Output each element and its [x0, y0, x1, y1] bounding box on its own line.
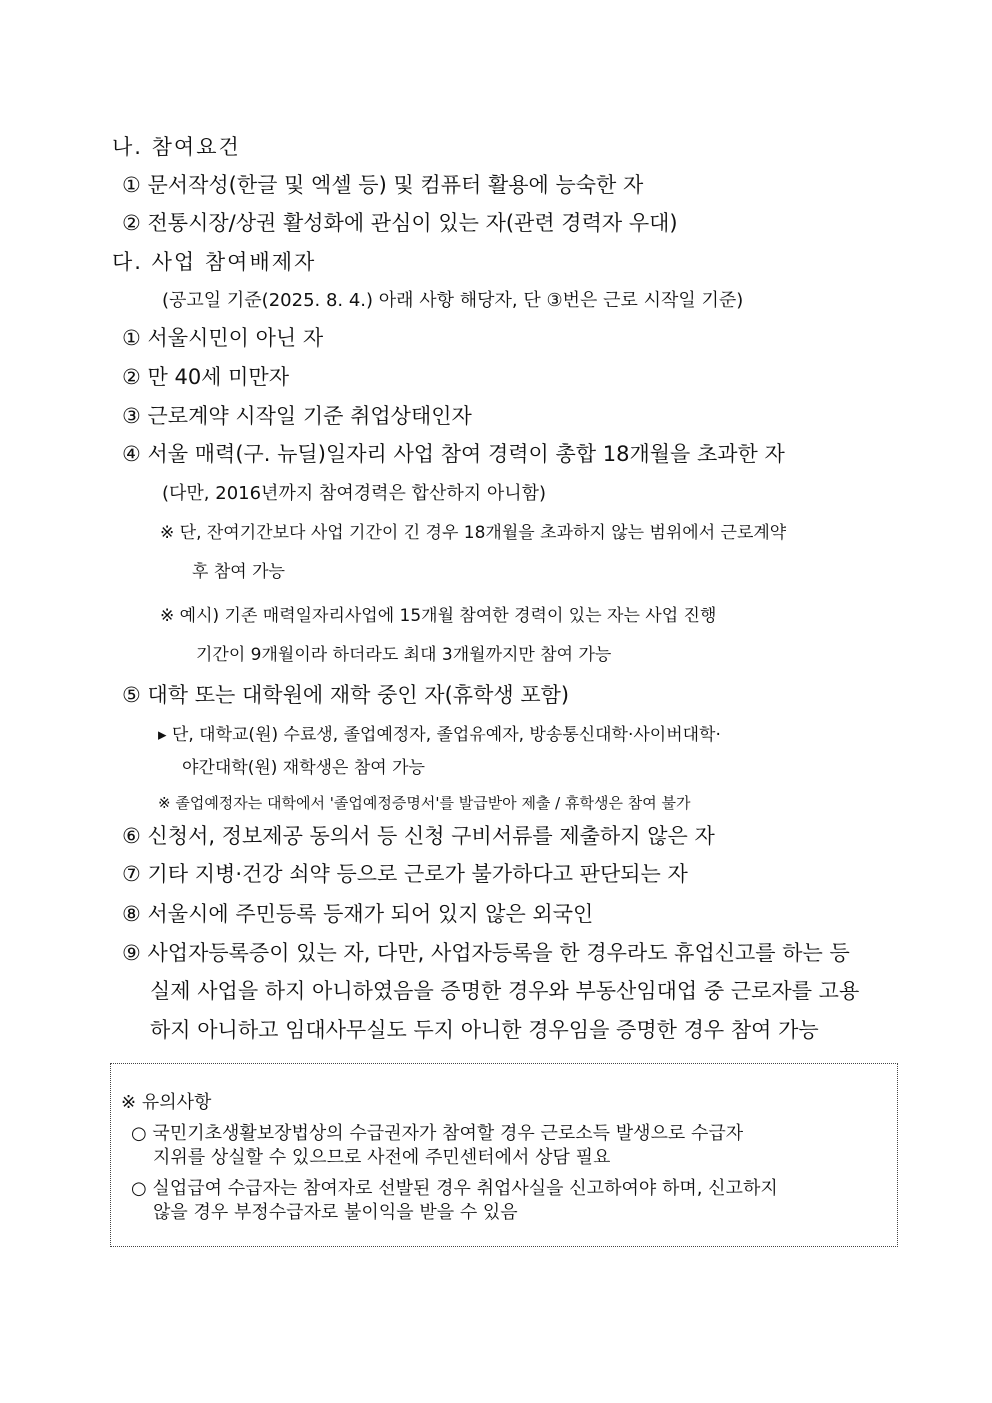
exclusion-item-7: ⑦ 기타 지병·건강 쇠약 등으로 근로가 불가하다고 판단되는 자	[122, 862, 688, 886]
section-da-heading: 다. 사업 참여배제자	[112, 250, 317, 274]
requirement-item-1: ① 문서작성(한글 및 엑셀 등) 및 컴퓨터 활용에 능숙한 자	[122, 173, 644, 197]
exclusion-item-4-note-2-cont: 기간이 9개월이라 하더라도 최대 3개월까지만 참여 가능	[196, 645, 612, 665]
exclusion-item-3: ③ 근로계약 시작일 기준 취업상태인자	[122, 404, 472, 428]
exclusion-item-6: ⑥ 신청서, 정보제공 동의서 등 신청 구비서류를 제출하지 않은 자	[122, 824, 715, 848]
exclusion-item-4-note-1-cont: 후 참여 가능	[192, 562, 285, 582]
exclusion-item-4-note-1: ※ 단, 잔여기간보다 사업 기간이 긴 경우 18개월을 초과하지 않는 범위에서 근로계약	[160, 523, 787, 543]
exclusion-item-5: ⑤ 대학 또는 대학원에 재학 중인 자(휴학생 포함)	[122, 683, 570, 707]
notice-bullet-1-cont: 지위를 상실할 수 있으므로 사전에 주민센터에서 상담 필요	[153, 1147, 611, 1168]
notice-bullet-2: ○ 실업급여 수급자는 참여자로 선발된 경우 취업사실을 신고하여야 하며, 신고하지	[131, 1178, 778, 1199]
section-na-heading: 나. 참여요건	[112, 135, 241, 159]
exclusion-item-4-sub: (다만, 2016년까지 참여경력은 합산하지 아니함)	[162, 483, 547, 504]
exclusion-item-9-cont-1: 실제 사업을 하지 아니하였음을 증명한 경우와 부동산임대업 중 근로자를 고용	[150, 979, 860, 1003]
exclusion-item-4: ④ 서울 매력(구. 뉴딜)일자리 사업 참여 경력이 총합 18개월을 초과한 자	[122, 442, 785, 466]
notice-bullet-1: ○ 국민기초생활보장법상의 수급권자가 참여할 경우 근로소득 발생으로 수급자	[131, 1123, 744, 1144]
notice-title: ※ 유의사항	[121, 1092, 212, 1113]
exclusion-item-8: ⑧ 서울시에 주민등록 등재가 되어 있지 않은 외국인	[122, 902, 594, 926]
requirement-item-2: ② 전통시장/상권 활성화에 관심이 있는 자(관련 경력자 우대)	[122, 211, 678, 235]
notice-box	[110, 1063, 898, 1247]
exclusion-item-5-note: ※ 졸업예정자는 대학에서 '졸업예정증명서'를 발급받아 제출 / 휴학생은 참여 불가	[158, 794, 691, 812]
exclusion-item-4-note-2: ※ 예시) 기존 매력일자리사업에 15개월 참여한 경력이 있는 자는 사업 진행	[160, 606, 717, 626]
exclusion-item-1: ① 서울시민이 아닌 자	[122, 326, 324, 350]
exclusion-basis: (공고일 기준(2025. 8. 4.) 아래 사항 해당자, 단 ③번은 근로 시작일 기준)	[162, 290, 744, 311]
exclusion-item-5-sub: ▸ 단, 대학교(원) 수료생, 졸업예정자, 졸업유예자, 방송통신대학·사이버대학·	[158, 725, 721, 745]
exclusion-item-9-cont-2: 하지 아니하고 임대사무실도 두지 아니한 경우임을 증명한 경우 참여 가능	[150, 1018, 819, 1042]
exclusion-item-2: ② 만 40세 미만자	[122, 365, 290, 389]
exclusion-item-5-sub-cont: 야간대학(원) 재학생은 참여 가능	[182, 758, 425, 778]
notice-bullet-2-cont: 않을 경우 부정수급자로 불이익을 받을 수 있음	[153, 1202, 518, 1223]
exclusion-item-9: ⑨ 사업자등록증이 있는 자, 다만, 사업자등록을 한 경우라도 휴업신고를 하는 등	[122, 941, 850, 965]
